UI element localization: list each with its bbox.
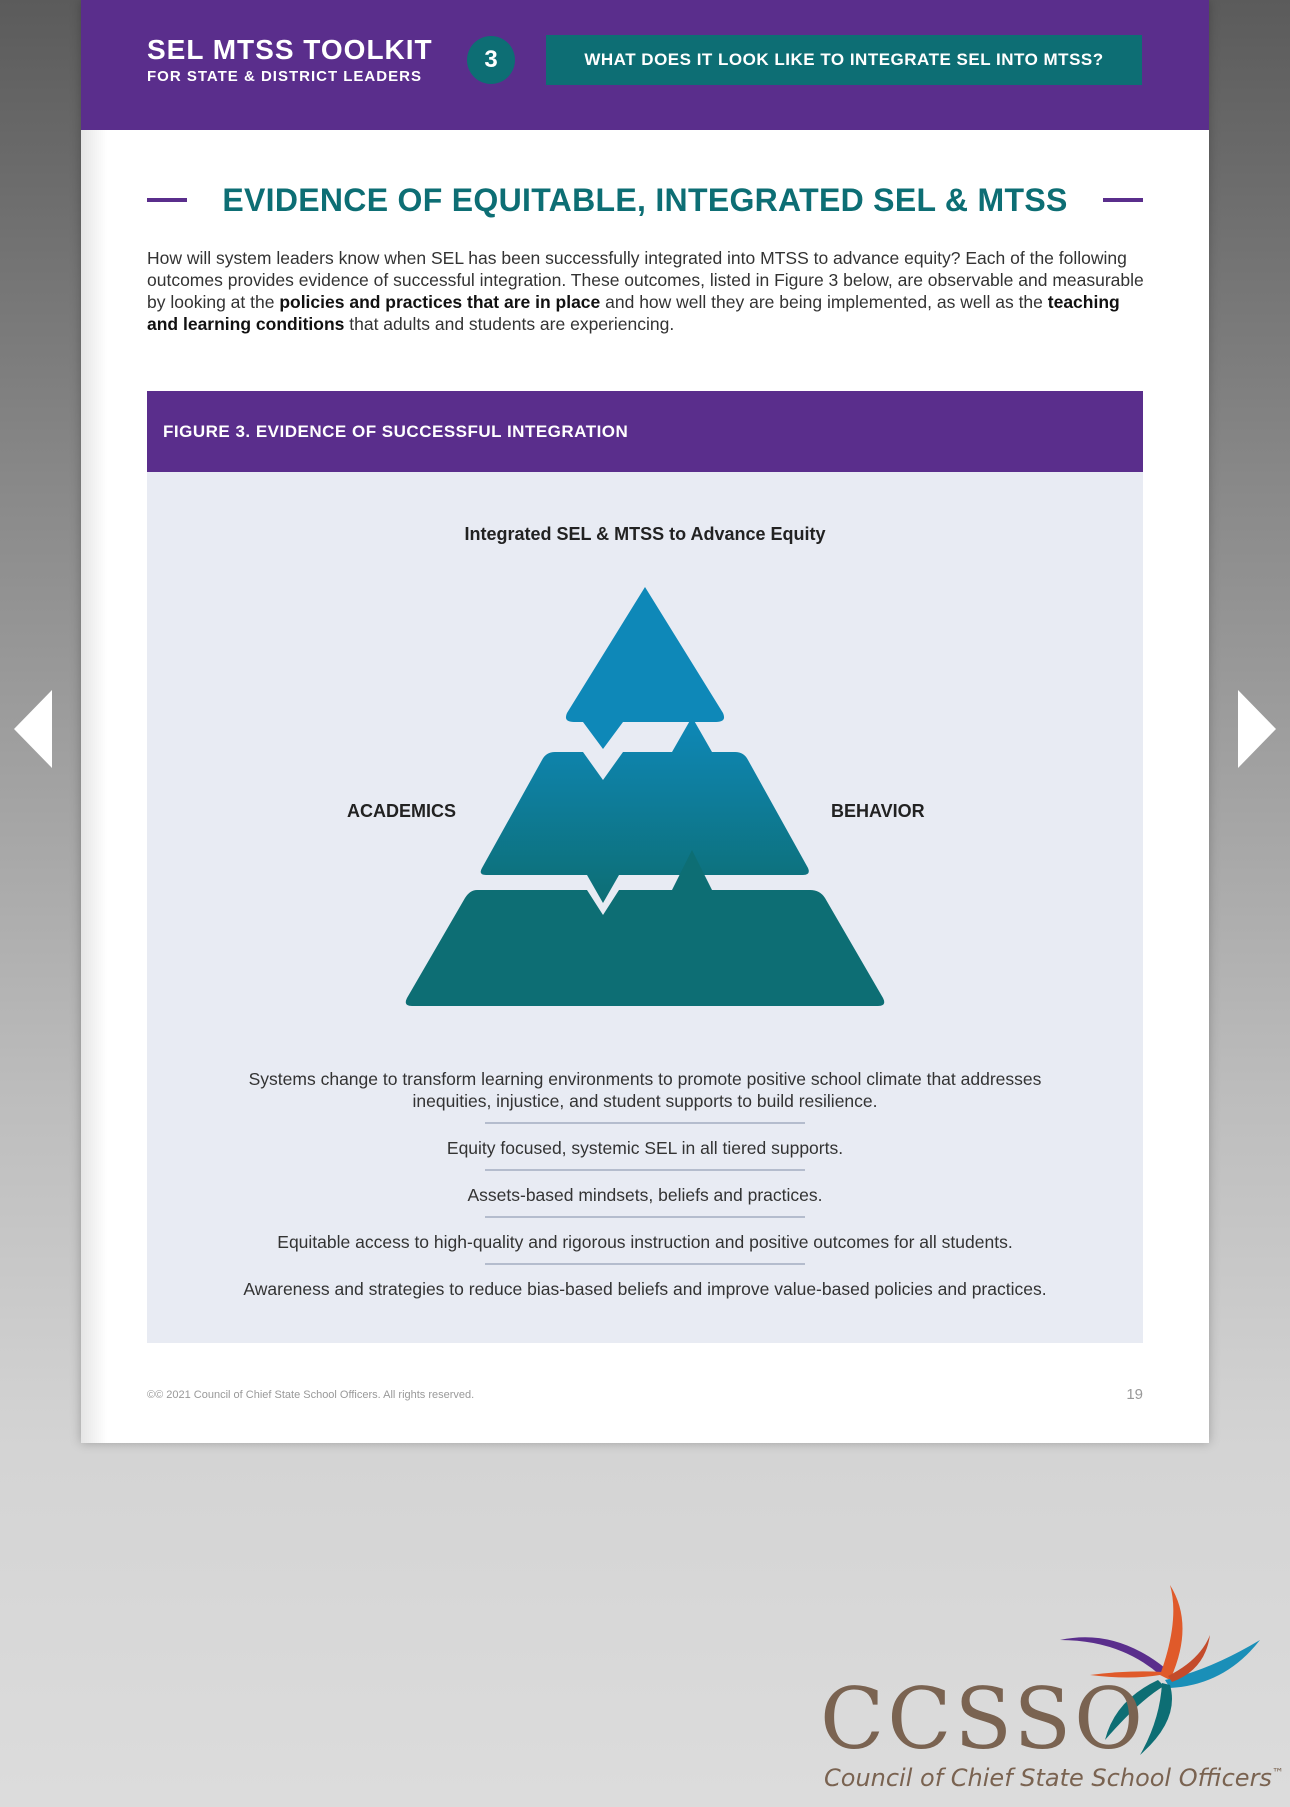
section-title-row <box>147 180 1143 220</box>
pyramid-tier-top <box>566 587 724 749</box>
intro-bold-2: teaching and learning conditions <box>147 292 1120 334</box>
outcome-divider <box>485 1169 805 1171</box>
behavior-label: BEHAVIOR <box>831 801 925 821</box>
title-rule-right <box>1103 198 1143 202</box>
toolkit-subtitle: FOR STATE & DISTRICT LEADERS <box>147 68 422 85</box>
ccsso-wordmark: CCSSO <box>820 1670 1147 1768</box>
page-number: 19 <box>1126 1386 1143 1403</box>
figure-box <box>147 391 1143 1343</box>
pyramid-tier-middle <box>481 717 809 903</box>
outcome-item: Equitable access to high-quality and rigorous instruction and positive outcomes for all students. <box>277 1232 1013 1252</box>
ccsso-tagline <box>824 1764 1284 1792</box>
document-page <box>81 0 1209 1443</box>
outcome-item: Assets-based mindsets, beliefs and practices. <box>467 1185 823 1205</box>
ccsso-tagline-text: Council of Chief State School Officers <box>824 1764 1272 1792</box>
intro-text-3: that adults and students are experiencing. <box>344 314 675 334</box>
copyright-notice: ©© 2021 Council of Chief State School Officers. All rights reserved. <box>147 1389 475 1401</box>
intro-bold-1: policies and practices that are in place <box>279 292 601 312</box>
toolkit-title: SEL MTSS TOOLKIT <box>147 34 433 65</box>
outcome-item: Systems change to transform learning environments to promote positive school climate that addresses inequities, injustice, and student supports to build resilience. <box>248 1069 1042 1111</box>
intro-text-2: and how well they are being implemented, as well as the <box>600 292 1048 312</box>
outcome-divider <box>485 1263 805 1265</box>
trademark-symbol: ™ <box>1271 1766 1284 1780</box>
outcome-item: Awareness and strategies to reduce bias-based beliefs and improve value-based policies and practices. <box>243 1279 1047 1299</box>
intro-paragraph <box>147 247 1147 335</box>
academics-label: ACADEMICS <box>347 801 457 821</box>
figure-heading: FIGURE 3. EVIDENCE OF SUCCESSFUL INTEGRATION <box>163 422 629 441</box>
outcome-divider <box>485 1122 805 1124</box>
section-title: EVIDENCE OF EQUITABLE, INTEGRATED SEL & MTSS <box>222 182 1068 218</box>
pyramid-diagram <box>147 391 1143 1071</box>
outcome-item: Equity focused, systemic SEL in all tiered supports. <box>446 1138 844 1158</box>
outcome-divider <box>485 1216 805 1218</box>
page-gutter-shadow <box>81 130 107 1443</box>
section-number-badge: 3 <box>467 36 515 84</box>
previous-page-arrow-icon[interactable] <box>14 690 52 768</box>
next-page-arrow-icon[interactable] <box>1238 690 1276 768</box>
pyramid-title: Integrated SEL & MTSS to Advance Equity <box>464 524 826 544</box>
intro-text-1: How will system leaders know when SEL has been successfully integrated into MTSS to advance equity? Each of the following outcomes provides evidence of successful integration. These outcomes, listed in Figure 3 below, are observable and measurable by looking at the <box>147 248 1144 312</box>
outcomes-list <box>147 1068 1143 1300</box>
section-question-banner: WHAT DOES IT LOOK LIKE TO INTEGRATE SEL INTO MTSS? <box>546 35 1142 85</box>
page-header <box>81 0 1209 130</box>
ccsso-logo <box>820 1580 1284 1800</box>
